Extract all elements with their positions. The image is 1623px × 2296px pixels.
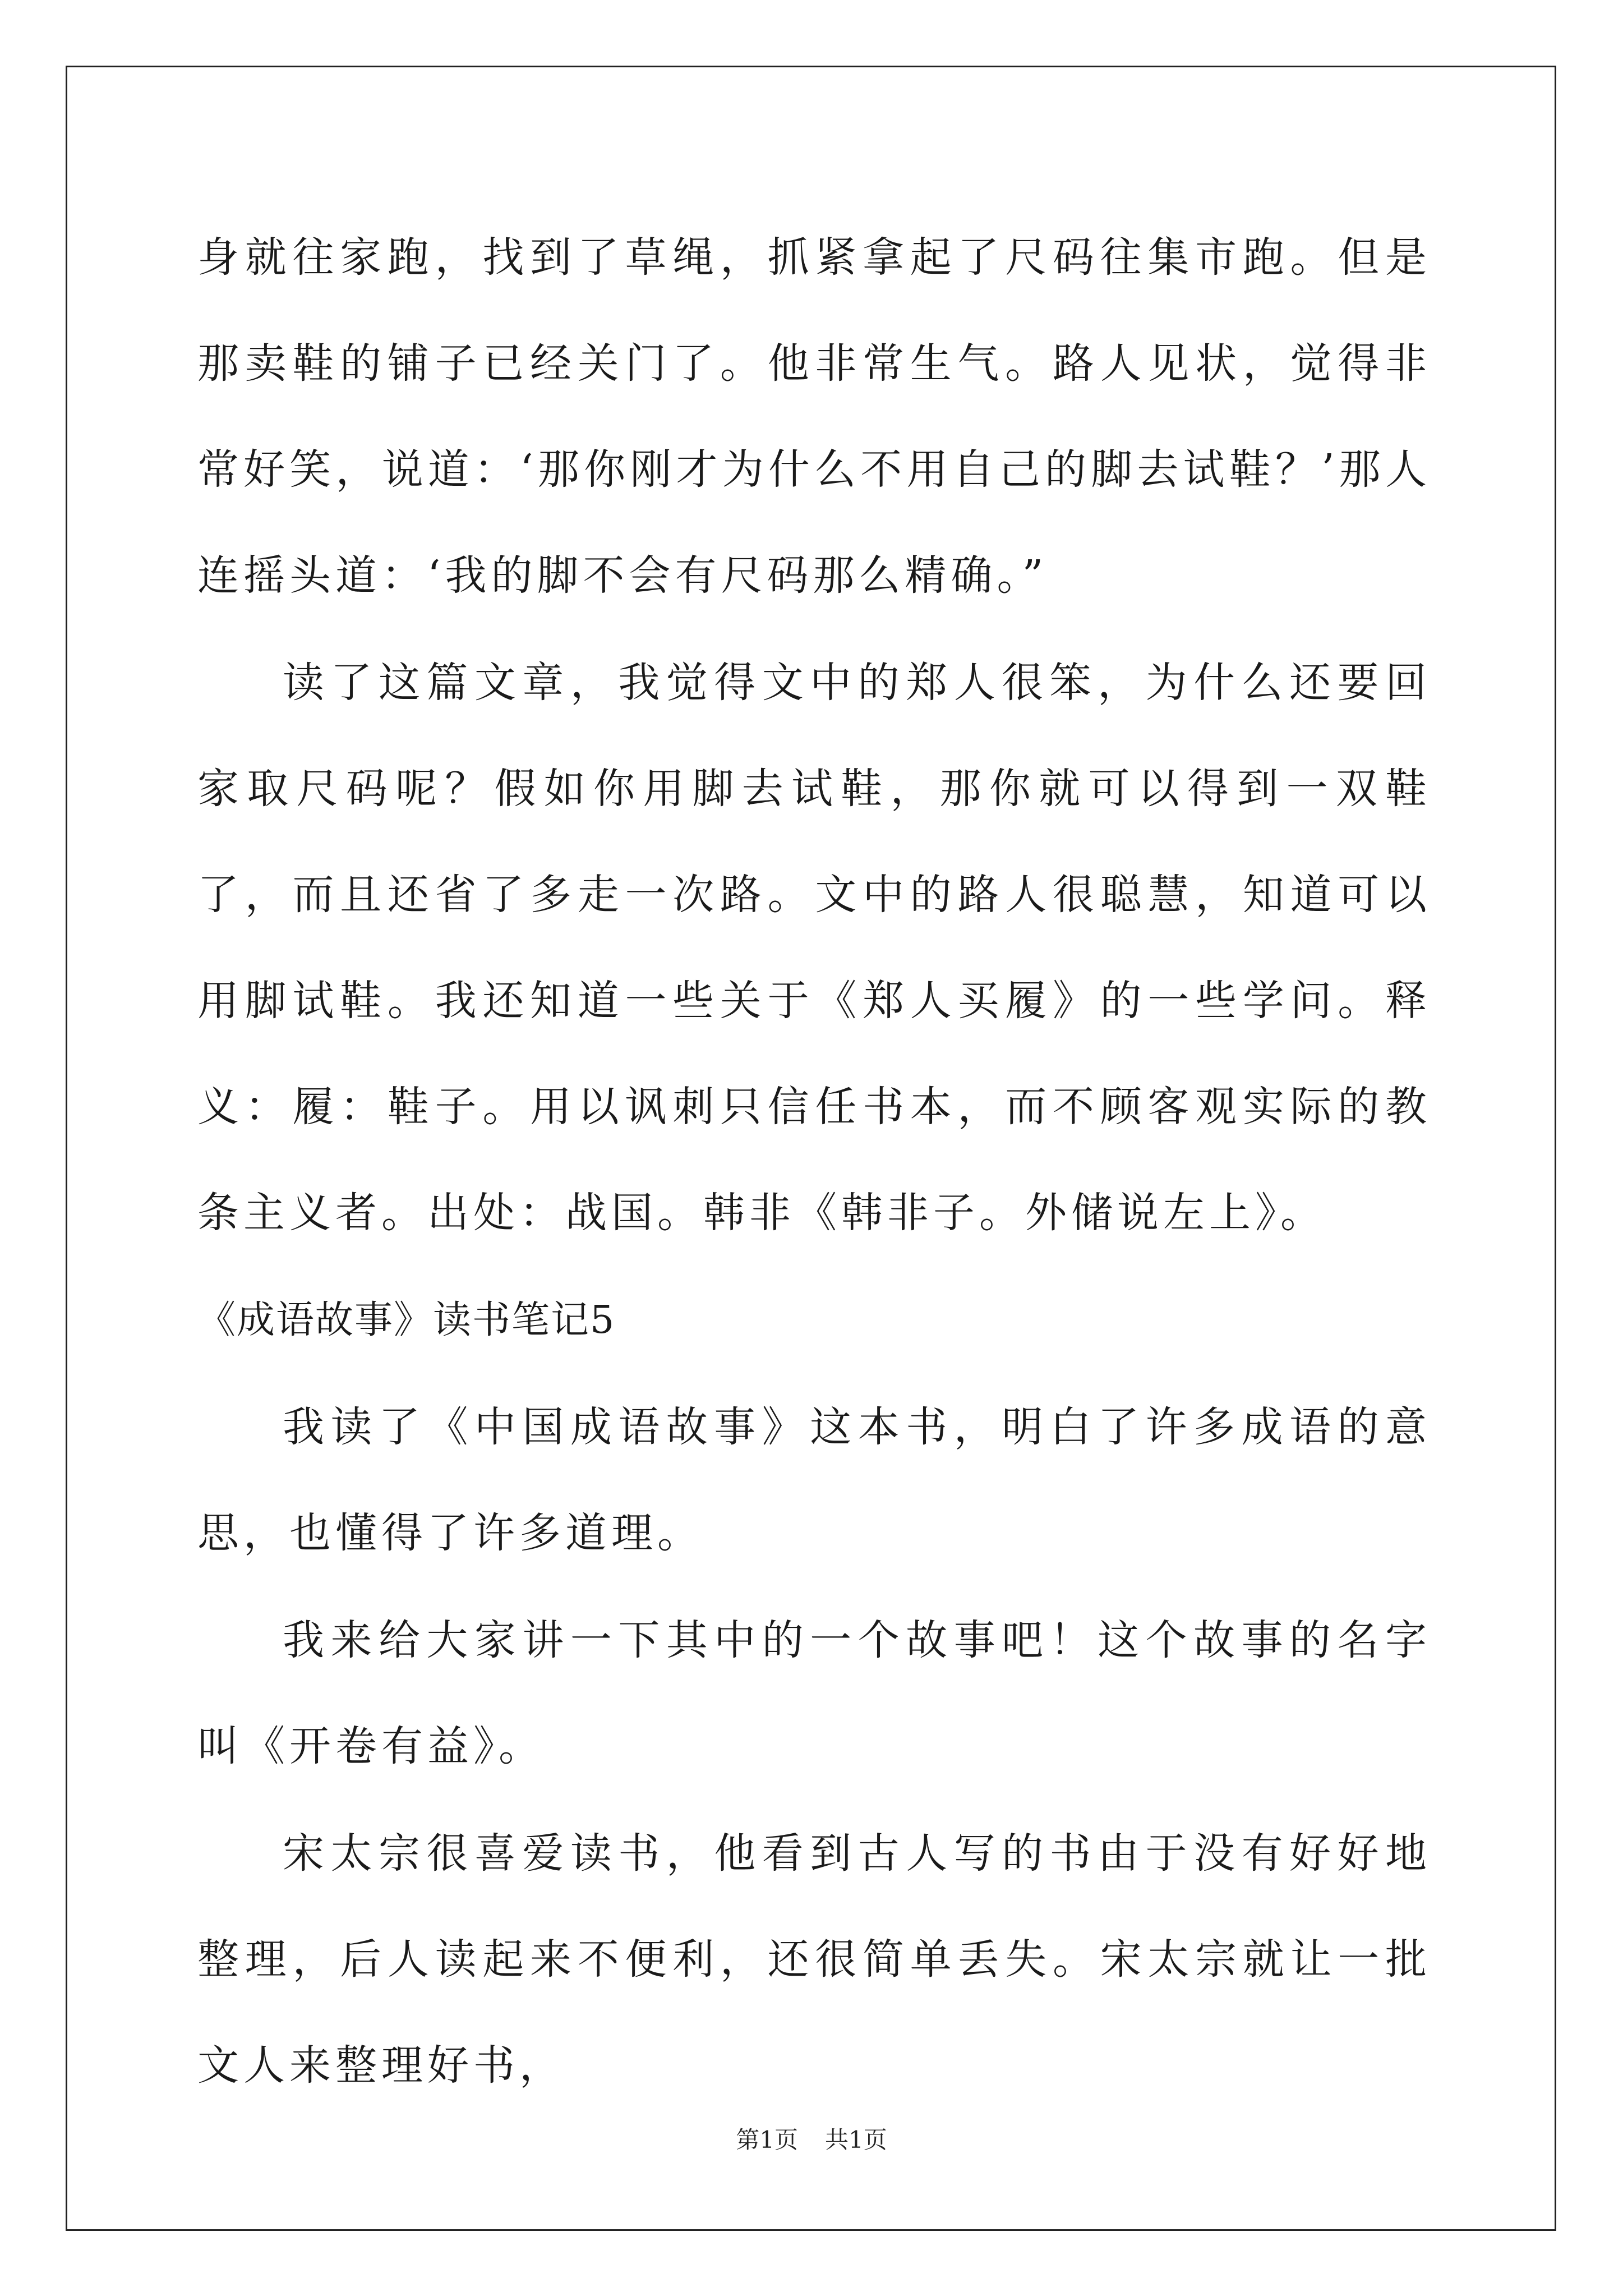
paragraph-intro: 我读了《中国成语故事》这本书，明白了许多成语的意思，也懂得了许多道理。 <box>197 1403 1431 1557</box>
document-body <box>197 205 1431 2120</box>
page-number-current: 第1页 <box>736 2126 798 2154</box>
page-footer <box>0 2123 1623 2157</box>
paragraph-story-intro: 我来给大家讲一下其中的一个故事吧！这个故事的名字叫《开卷有益》。 <box>197 1616 1431 1770</box>
page-number-total: 共1页 <box>825 2126 887 2154</box>
section-title: 《成语故事》读书笔记5 <box>197 1298 616 1342</box>
paragraph-continuation: 身就往家跑，找到了草绳，抓紧拿起了尺码往集市跑。但是那卖鞋的铺子已经关门了。他非常生气。路人见状，觉得非常好笑，说道：‘那你刚才为什么不用自己的脚去试鞋？’那人连摇头道：‘我的脚不会有尺码那么精确。” <box>197 233 1431 600</box>
paragraph-reflection: 读了这篇文章，我觉得文中的郑人很笨，为什么还要回家取尺码呢？假如你用脚去试鞋，那你就可以得到一双鞋了，而且还省了多走一次路。文中的路人很聪慧，知道可以用脚试鞋。我还知道一些关于《郑人买履》的一些学问。释义：履：鞋子。用以讽刺只信任书本，而不顾客观实际的教条主义者。出处：战国。韩非《韩非子。外储说左上》。 <box>197 659 1431 1237</box>
paragraph-story-body: 宋太宗很喜爱读书，他看到古人写的书由于没有好好地整理，后人读起来不便利，还很简单丢失。宋太宗就让一批文人来整理好书， <box>197 1829 1431 2090</box>
